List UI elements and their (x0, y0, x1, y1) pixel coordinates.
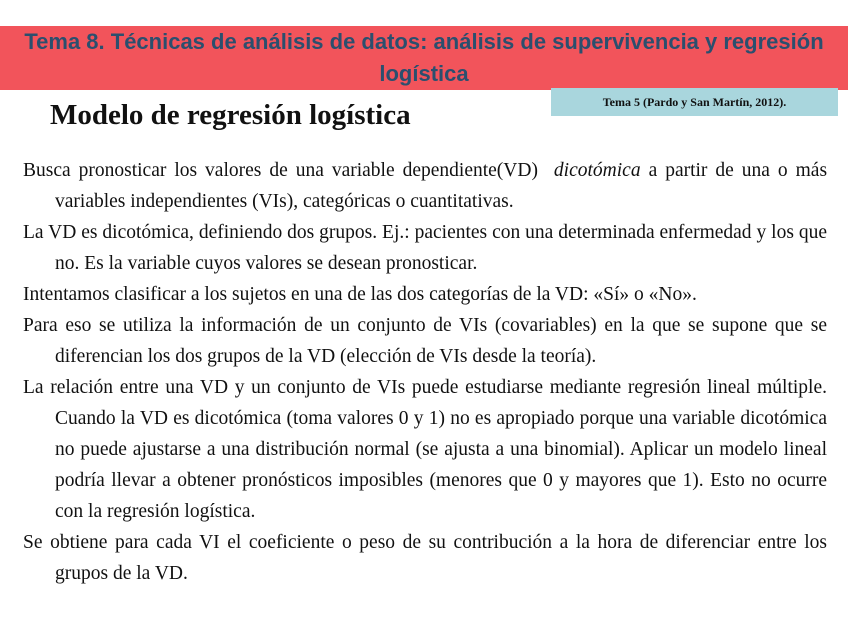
paragraph-1-after: a partir de una o más variables independientes (VIs), categóricas o cuantitativas. (55, 160, 828, 212)
paragraph-1-before: Busca pronosticar los valores de una variable dependiente(VD) (23, 160, 538, 181)
paragraph-1-emphasis: dicotómica (553, 160, 641, 181)
paragraph-5: La relación entre una VD y un conjunto de VIs puede estudiarse mediante regresión lineal múltiple. Cuando la VD es dicotómica (toma valores 0 y 1) no es apropiado porque una variable dicotómica no puede ajustarse a una distribución normal (se ajusta a una binomial). Aplicar un modelo lineal podría llevar a obtener pronósticos imposibles (menores que 0 y mayores que 1). Esto no ocurre con la regresión logística. (23, 377, 827, 522)
slide-body (23, 155, 827, 589)
reference-text: Tema 5 (Pardo y San Martín, 2012). (602, 95, 787, 109)
reference-box (551, 88, 838, 116)
header-banner (0, 26, 848, 90)
paragraph-2: La VD es dicotómica, definiendo dos grupos. Ej.: pacientes con una determinada enfermedad y los que no. Es la variable cuyos valores se desean pronosticar. (23, 222, 827, 274)
paragraph-4: Para eso se utiliza la información de un conjunto de VIs (covariables) en la que se supone que se diferencian los dos grupos de la VD (elección de VIs desde la teoría). (23, 315, 827, 367)
slide-title: Modelo de regresión logística (50, 99, 411, 131)
paragraph-6: Se obtiene para cada VI el coeficiente o peso de su contribución a la hora de diferenciar entre los grupos de la VD. (23, 532, 827, 584)
paragraph-1 (23, 155, 827, 217)
header-title: Tema 8. Técnicas de análisis de datos: análisis de supervivencia y regresión logística (24, 29, 824, 86)
paragraph-3: Intentamos clasificar a los sujetos en una de las dos categorías de la VD: «Sí» o «No». (23, 284, 697, 305)
